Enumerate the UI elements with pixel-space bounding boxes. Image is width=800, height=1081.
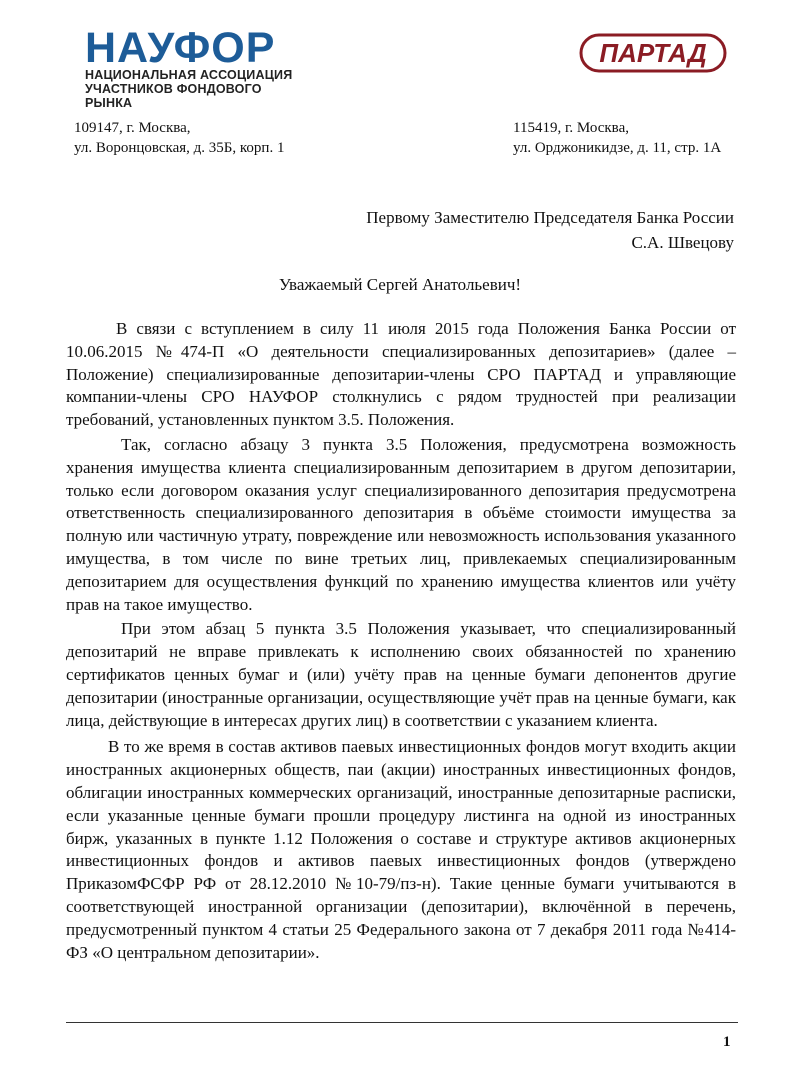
letter-body xyxy=(66,318,736,964)
recipient-name: С.А. Швецову xyxy=(631,233,734,252)
address-line: 115419, г. Москва, xyxy=(513,120,629,136)
body-paragraph: При этом абзац 5 пункта 3.5 Положения указывает, что специализированный депозитарий не вправе привлекать к исполнению своих обязанностей по хранению сертификатов ценных бумаг и (или) учёту прав на ценные бумаги депонентов другие депозитарии (иностранные организации, осуществляющие учёт прав на ценные бумаги, как лица, действующие в интересах других лиц) в соответствии с указанием клиента. xyxy=(66,619,736,730)
partad-logo xyxy=(578,32,728,74)
address-line: 109147, г. Москва, xyxy=(74,120,191,136)
recipient-block xyxy=(366,205,734,255)
address-line: ул. Орджоникидзе, д. 11, стр. 1А xyxy=(513,140,722,156)
recipient-position: Первому Заместителю Председателя Банка России xyxy=(366,208,734,227)
body-paragraph: Так, согласно абзацу 3 пункта 3.5 Положения, предусмотрена возможность хранения имущества клиента специализированным депозитарием в другом депозитарии, только если договором оказания услуг специализированного депозитария предусмотрена ответственность специализированного депозитария в объёме стоимости имущества за полную или частичную утрату, повреждение или невозможность использования указанного имущества, в том числе по вине третьих лиц, привлекаемых специализированным депозитарием для осуществления функций по хранению имущества клиентов или учёту прав на такое имущество. xyxy=(66,434,736,614)
address-line: ул. Воронцовская, д. 35Б, корп. 1 xyxy=(74,140,285,156)
page-number: 1 xyxy=(723,1034,731,1050)
naufor-logo-name: НАУФОР xyxy=(85,24,276,72)
partad-logo-text: ПАРТАД xyxy=(599,38,707,68)
salutation: Уважаемый Сергей Анатольевич! xyxy=(278,275,522,294)
sender-address-partad xyxy=(513,118,721,158)
footer-divider xyxy=(66,1022,738,1023)
sender-address-naufor xyxy=(74,118,284,158)
naufor-logo-line2: УЧАСТНИКОВ ФОНДОВОГО РЫНКА xyxy=(85,82,262,110)
body-paragraph: В то же время в состав активов паевых инвестиционных фондов могут входить акции иностранных акционерных обществ, паи (акции) иностранных инвестиционных фондов, облигации иностранных коммерческих организаций, иностранные депозитарные расписки, если указанные ценные бумаги прошли процедуру листинга на одной из иностранных бирж, указанных в пункте 1.12 Положения о составе и структуре активов акционерных инвестиционных фондов и активов паевых инвестиционных фондов (утверждено ПриказомФСФР РФ от 28.12.2010 №10-79/пз-н). Такие ценные бумаги учитываются в соответствующей иностранной организации (депозитарии), включённой в перечень, предусмотренный пунктом 4 статьи 25 Федерального закона от 7 декабря 2011 года №414-ФЗ «О центральном депозитарии». xyxy=(66,737,736,962)
body-paragraph: В связи с вступлением в силу 11 июля 2015 года Положения Банка России от 10.06.2015 №474-П «О деятельности специализированных депозитариев» (далее – Положение) специализированные депозитарии-члены СРО ПАРТАД и управляющие компании-члены СРО НАУФОР столкнулись с рядом трудностей при реализации требований, установленных пунктом 3.5. Положения. xyxy=(66,319,736,430)
naufor-logo xyxy=(85,24,310,110)
naufor-logo-line1: НАЦИОНАЛЬНАЯ АССОЦИАЦИЯ xyxy=(85,68,293,82)
